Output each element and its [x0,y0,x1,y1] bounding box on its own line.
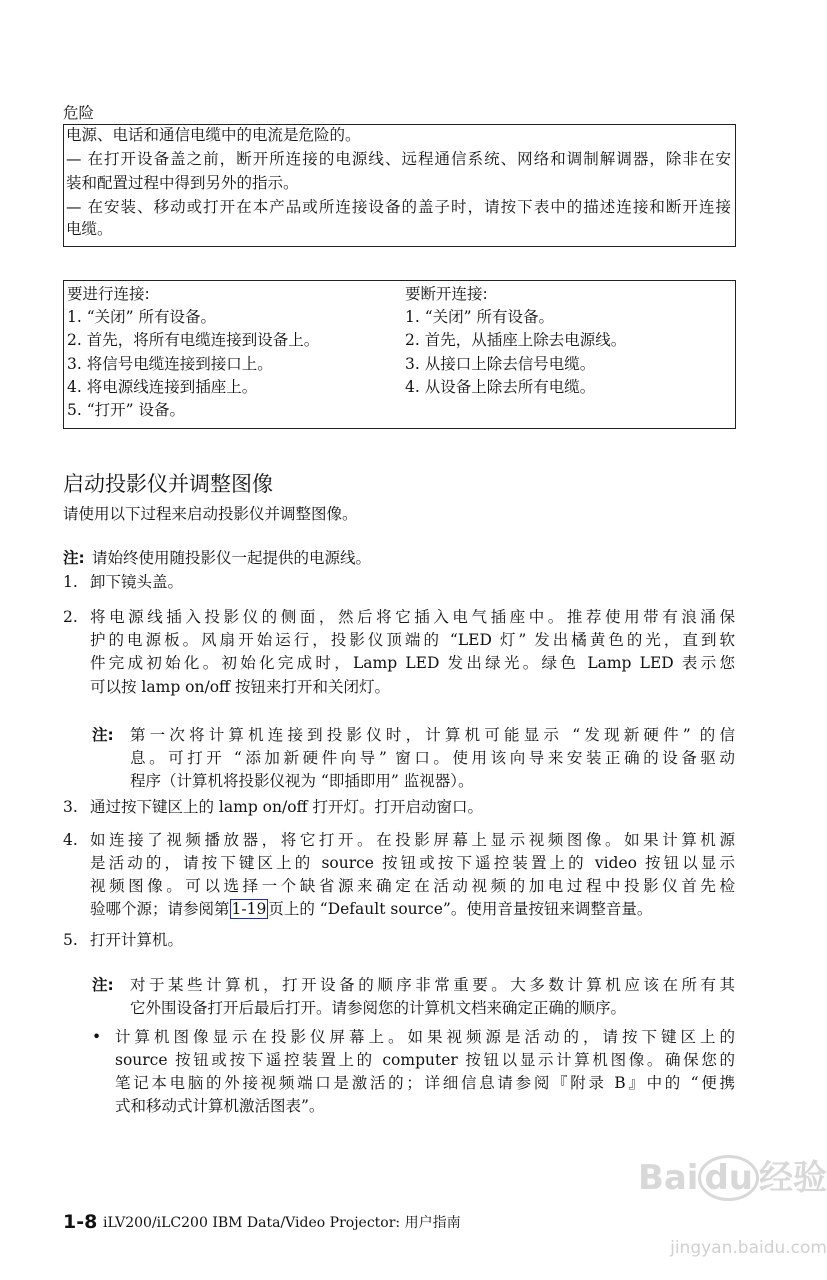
note-label: 注: [92,726,114,744]
bullet-text: 式和移动式计算机激活图表”。 [115,1097,325,1115]
connect-step: 1. “关闭” 所有设备。 [67,308,216,326]
footer-page-number: 1-8 [63,1211,98,1233]
step-number: 5. [63,931,78,949]
bullet-icon: • [92,1028,102,1046]
step-text [90,898,652,920]
step-number: 3. [63,798,78,816]
danger-title: 危险 [63,104,95,122]
baidu-watermark-logo: Bai du 经验 [638,1160,827,1196]
footer-title: iLV200/iLC200 IBM Data/Video Projector: 用户指南 [103,1215,461,1231]
danger-line: 电源、电话和通信电缆中的电流是危险的。 [66,126,361,144]
step-text: 将电源线插入投影仪的侧面，然后将它插入电气插座中。推荐使用带有浪涌保 [90,608,735,626]
note-text: 请始终使用随投影仪一起提供的电源线。 [92,549,372,567]
step-text: 通过按下键区上的 lamp on/off 打开灯。打开启动窗口。 [90,798,483,816]
disconnect-step: 1. “关闭” 所有设备。 [405,308,554,326]
page-link[interactable]: 1-19 [231,900,267,918]
danger-line: 电缆。 [66,220,113,238]
section-intro: 请使用以下过程来启动投影仪并调整图像。 [63,505,358,523]
note-label: 注: [92,976,114,994]
step-text: 是活动的，请按下键区上的 source 按钮或按下遥控装置上的 video 按钮以显示 [90,854,735,872]
section-heading: 启动投影仪并调整图像 [63,472,273,496]
note-text: 第一次将计算机连接到投影仪时，计算机可能显示 “发现新硬件” 的信 [130,726,735,744]
step-text: 打开计算机。 [90,931,184,949]
disconnect-title: 要断开连接: [405,285,488,303]
disconnect-step: 4. 从设备上除去所有电缆。 [405,378,596,396]
step-text: 件完成初始化。初始化完成时，Lamp LED 发出绿光。绿色 Lamp LED 表示您 [90,654,735,672]
note-text: 对于某些计算机，打开设备的顺序非常重要。大多数计算机应该在所有其 [130,976,735,994]
step-text-part: 验哪个源；请参阅第 [90,900,230,918]
step-text-part: 页上的 “Default source”。使用音量按钮来调整音量。 [268,900,653,918]
note-text: 程序（计算机将投影仪视为 “即插即用” 监视器）。 [130,772,474,790]
note-label: 注: [63,549,85,567]
connect-step: 4. 将电源线连接到插座上。 [67,378,258,396]
watermark-url: jingyan.baidu.com [670,1238,827,1258]
step-text: 可以按 lamp on/off 按钮来打开和关闭灯。 [90,678,390,696]
danger-line: — 在安装、移动或打开在本产品或所连接设备的盖子时，请按下表中的描述连接和断开连接 [66,198,731,216]
note-text: 它外围设备打开后最后打开。请参阅您的计算机文档来确定正确的顺序。 [130,999,627,1017]
disconnect-step: 3. 从接口上除去信号电缆。 [405,355,596,373]
bullet-text: 笔记本电脑的外接视频端口是激活的；详细信息请参阅『附录 B』中的 “便携 [115,1074,735,1092]
danger-line: — 在打开设备盖之前，断开所连接的电源线、远程通信系统、网络和调制解调器，除非在安 [66,150,731,168]
danger-line: 装和配置过程中得到另外的指示。 [66,174,299,192]
note-text: 息。可打开 “添加新硬件向导” 窗口。使用该向导来安装正确的设备驱动 [130,749,735,767]
step-text: 卸下镜头盖。 [90,573,184,591]
step-text: 如连接了视频播放器，将它打开。在投影屏幕上显示视频图像。如果计算机源 [90,831,735,849]
connect-step: 3. 将信号电缆连接到接口上。 [67,355,273,373]
step-text: 护的电源板。风扇开始运行，投影仪顶端的 “LED 灯” 发出橘黄色的光，直到软 [90,631,735,649]
step-number: 1. [63,573,78,591]
disconnect-step: 2. 首先，从插座上除去电源线。 [405,331,627,349]
connect-step: 2. 首先，将所有电缆连接到设备上。 [67,331,320,349]
step-text: 视频图像。可以选择一个缺省源来确定在活动视频的加电过程中投影仪首先检 [90,877,735,895]
connect-step: 5. “打开” 设备。 [67,401,185,419]
connect-title: 要进行连接: [67,285,150,303]
bullet-text: 计算机图像显示在投影仪屏幕上。如果视频源是活动的，请按下键区上的 [115,1028,735,1046]
bullet-text: source 按钮或按下遥控装置上的 computer 按钮以显示计算机图像。确保您的 [115,1051,735,1069]
step-number: 4. [63,831,78,849]
step-number: 2. [63,608,78,626]
